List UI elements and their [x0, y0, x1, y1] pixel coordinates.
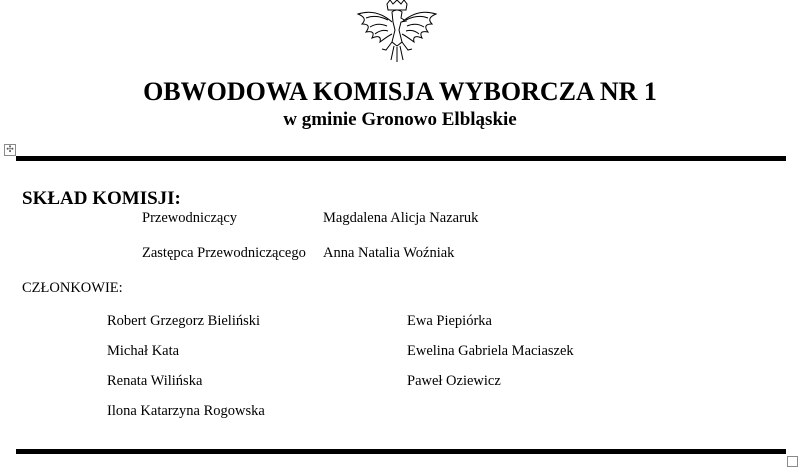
- composition-heading: SKŁAD KOMISJI:: [22, 188, 181, 209]
- leader-role: Przewodniczący: [142, 210, 238, 226]
- member-name: Michał Kata: [107, 343, 180, 359]
- bottom-divider: [16, 449, 786, 454]
- top-divider: [16, 156, 786, 161]
- member-name: Ewelina Gabriela Maciaszek: [407, 343, 574, 359]
- member-name: Ewa Piepiórka: [407, 313, 492, 329]
- member-name: Ilona Katarzyna Rogowska: [107, 403, 265, 419]
- table-move-handle-icon[interactable]: ✣: [4, 144, 16, 156]
- commission-subtitle: w gminie Gronowo Elbląskie: [283, 109, 517, 130]
- leader-role: Zastępca Przewodniczącego: [142, 245, 306, 261]
- leader-name: Magdalena Alicja Nazaruk: [323, 210, 479, 226]
- member-name: Robert Grzegorz Bieliński: [107, 313, 261, 329]
- polish-eagle-emblem-icon: [354, 0, 440, 62]
- table-resize-handle-icon[interactable]: [787, 456, 798, 467]
- leader-name: Anna Natalia Woźniak: [323, 245, 455, 261]
- members-label: CZŁONKOWIE:: [22, 280, 123, 296]
- member-name: Paweł Oziewicz: [407, 373, 501, 389]
- commission-title: OBWODOWA KOMISJA WYBORCZA NR 1: [143, 77, 657, 106]
- member-name: Renata Wilińska: [107, 373, 203, 389]
